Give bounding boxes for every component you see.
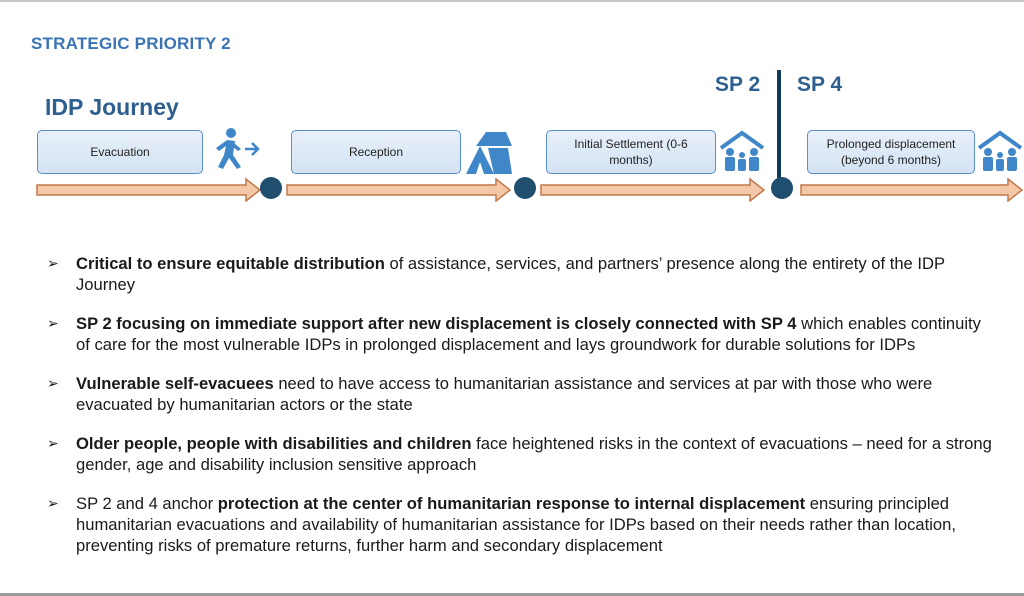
bullet-text: which enables continuity of care for the most vulnerable IDPs in prolonged displacement and lays groundwork for durable solutions for IDPs — [76, 314, 981, 354]
strategic-priority-title: STRATEGIC PRIORITY 2 — [31, 34, 231, 53]
bullet-list — [47, 253, 997, 556]
family-house-icon — [718, 130, 766, 174]
timeline-arrow — [286, 178, 512, 202]
bullet-item — [47, 373, 997, 415]
journey-title: IDP Journey — [45, 94, 179, 120]
stage-label: Reception — [348, 145, 404, 159]
timeline-milestone-dot — [514, 177, 536, 199]
sp-left-label: SP 2 — [715, 73, 761, 96]
stage-prolonged-displacement — [807, 130, 975, 174]
timeline-milestone-dot — [260, 177, 282, 199]
bullet-arrow-icon: ➢ — [47, 375, 59, 391]
tent-icon — [464, 130, 514, 176]
bullet-arrow-icon: ➢ — [47, 495, 59, 511]
timeline-arrow — [36, 178, 262, 202]
bullet-item — [47, 253, 997, 295]
bullet-bold: Older people, people with disabilities and children — [76, 434, 472, 453]
timeline-arrow — [800, 178, 1024, 202]
stage-evacuation — [37, 130, 203, 174]
stage-label: Evacuation — [90, 145, 150, 159]
bullet-bold: Vulnerable self-evacuees — [76, 374, 274, 393]
bullet-bold: protection at the center of humanitarian response to internal displacement — [217, 494, 806, 513]
bullet-pre: SP 2 and 4 anchor — [76, 494, 218, 513]
stage-initial-settlement — [546, 130, 716, 174]
bullet-item — [47, 493, 997, 556]
bullet-text: of assistance, services, and partners’ presence along the entirety of the IDP Journey — [76, 254, 945, 294]
family-house-icon — [976, 130, 1024, 174]
bullet-bold: Critical to ensure equitable distribution — [76, 254, 385, 273]
bullet-item — [47, 313, 997, 355]
sp-right-label: SP 4 — [797, 73, 843, 96]
bullet-text: ensuring principled humanitarian evacuations and availability of humanitarian assistance for IDPs based on their needs rather than location, preventing risks of premature returns, further harm and secondary displacement — [76, 494, 956, 555]
bullet-text: face heightened risks in the context of evacuations – need for a strong gender, age and disability inclusion sensitive approach — [76, 434, 992, 474]
bullet-arrow-icon: ➢ — [47, 315, 59, 331]
bullet-item — [47, 433, 997, 475]
top-border — [0, 0, 1024, 2]
bullet-bold: SP 2 focusing on immediate support after new displacement is closely connected with SP 4 — [76, 314, 797, 333]
bullet-text: need to have access to humanitarian assistance and services at par with those who were evacuated by humanitarian actors or the state — [76, 374, 933, 414]
stage-label: Initial Settlement (0-6 months) — [574, 137, 688, 167]
bullet-arrow-icon: ➢ — [47, 255, 59, 271]
sp-divider-line — [777, 70, 781, 178]
person-running-icon — [205, 127, 261, 175]
bullet-arrow-icon: ➢ — [47, 435, 59, 451]
stage-label: Prolonged displacement (beyond 6 months) — [826, 137, 956, 167]
stage-reception — [291, 130, 461, 174]
timeline-milestone-dot — [771, 177, 793, 199]
timeline-arrow — [540, 178, 766, 202]
